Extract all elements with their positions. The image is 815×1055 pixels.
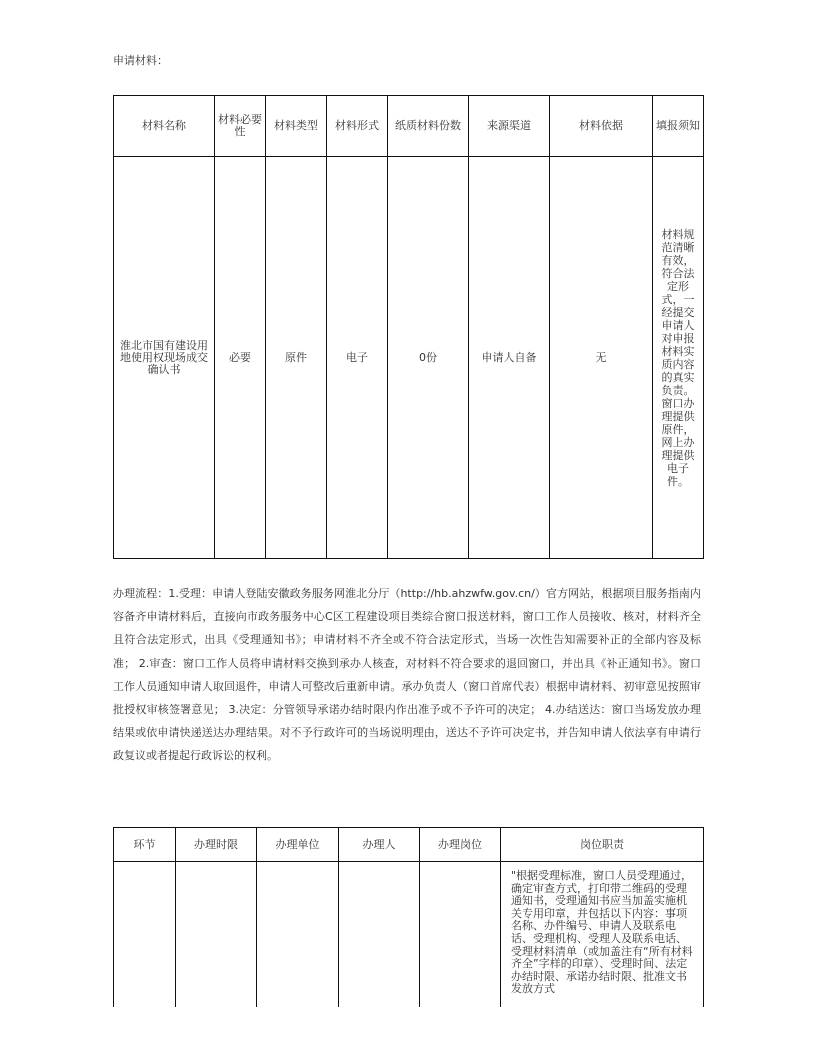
table-row bbox=[114, 862, 704, 1008]
col-header-basis: 材料依据 bbox=[550, 96, 653, 157]
col-header-source: 来源渠道 bbox=[469, 96, 550, 157]
col-header-step: 环节 bbox=[114, 828, 176, 862]
col-header-duty: 岗位职责 bbox=[501, 828, 704, 862]
cell-basis: 无 bbox=[550, 157, 653, 559]
cell-post bbox=[420, 862, 501, 1008]
cell-material-form: 电子 bbox=[327, 157, 388, 559]
col-header-material-form: 材料形式 bbox=[327, 96, 388, 157]
cell-handler bbox=[339, 862, 420, 1008]
cell-necessity: 必要 bbox=[215, 157, 266, 559]
col-header-notes: 填报须知 bbox=[653, 96, 704, 157]
cell-paper-copies: 0份 bbox=[388, 157, 469, 559]
cell-unit bbox=[257, 862, 339, 1008]
cell-material-type: 原件 bbox=[266, 157, 327, 559]
col-header-necessity: 材料必要性 bbox=[215, 96, 266, 157]
cell-duty: "根据受理标准，窗口人员受理通过，确定审查方式，打印带二维码的受理通知书，受理通知书应当加盖实施机关专用印章，并包括以下内容：事项名称、办件编号、申请人及联系电话、受理机构、受理人及联系电话、受理材料清单（或加盖注有“所有材料齐全”字样的印章）、受理时间、法定办结时限、承诺办结时限、批准文书发放方式 bbox=[501, 862, 704, 1008]
col-header-material-type: 材料类型 bbox=[266, 96, 327, 157]
col-header-unit: 办理单位 bbox=[257, 828, 339, 862]
col-header-post: 办理岗位 bbox=[420, 828, 501, 862]
cell-notes: 材料规范清晰有效，符合法定形式，一经提交申请人对申报材料实质内容的真实负责。窗口办理提供原件，网上办理提供电子件。 bbox=[653, 157, 704, 559]
col-header-paper-copies: 纸质材料份数 bbox=[388, 96, 469, 157]
table-header-row bbox=[114, 828, 704, 862]
col-header-time-limit: 办理时限 bbox=[176, 828, 257, 862]
cell-step bbox=[114, 862, 176, 1008]
steps-table bbox=[113, 827, 704, 1007]
cell-time-limit bbox=[176, 862, 257, 1008]
section-heading-materials: 申请材料： bbox=[113, 54, 168, 67]
col-header-material-name: 材料名称 bbox=[114, 96, 215, 157]
process-description: 办理流程：1.受理：申请人登陆安徽政务服务网淮北分厅（http://hb.ahzwfw.gov.cn/）官方网站，根据项目服务指南内容备齐申请材料后，直接向市政务服务中心C区工程建设项目类综合窗口报送材料，窗口工作人员接收、核对，材料齐全且符合法定形式，出具《受理通知书》；申请材料不齐全或不符合法定形式，当场一次性告知需要补正的全部内容及标准； 2.审查：窗口工作人员将申请材料交换到承办人核查，对材料不符合要求的退回窗口，并出具《补正通知书》。窗口工作人员通知申请人取回退件，申请人可整改后重新申请。承办负责人（窗口首席代表）根据申请材料、初审意见按照审批授权审核签署意见； 3.决定：分管领导承诺办结时限内作出准予或不予许可的决定； 4.办结送达：窗口当场发放办理结果或依申请快递送达办理结果。对不予行政许可的当场说明理由，送达不予许可决定书，并告知申请人依法享有申请行政复议或者提起行政诉讼的权利。 bbox=[113, 587, 701, 763]
cell-material-name: 淮北市国有建设用地使用权现场成交确认书 bbox=[114, 157, 215, 559]
cell-source: 申请人自备 bbox=[469, 157, 550, 559]
col-header-handler: 办理人 bbox=[339, 828, 420, 862]
